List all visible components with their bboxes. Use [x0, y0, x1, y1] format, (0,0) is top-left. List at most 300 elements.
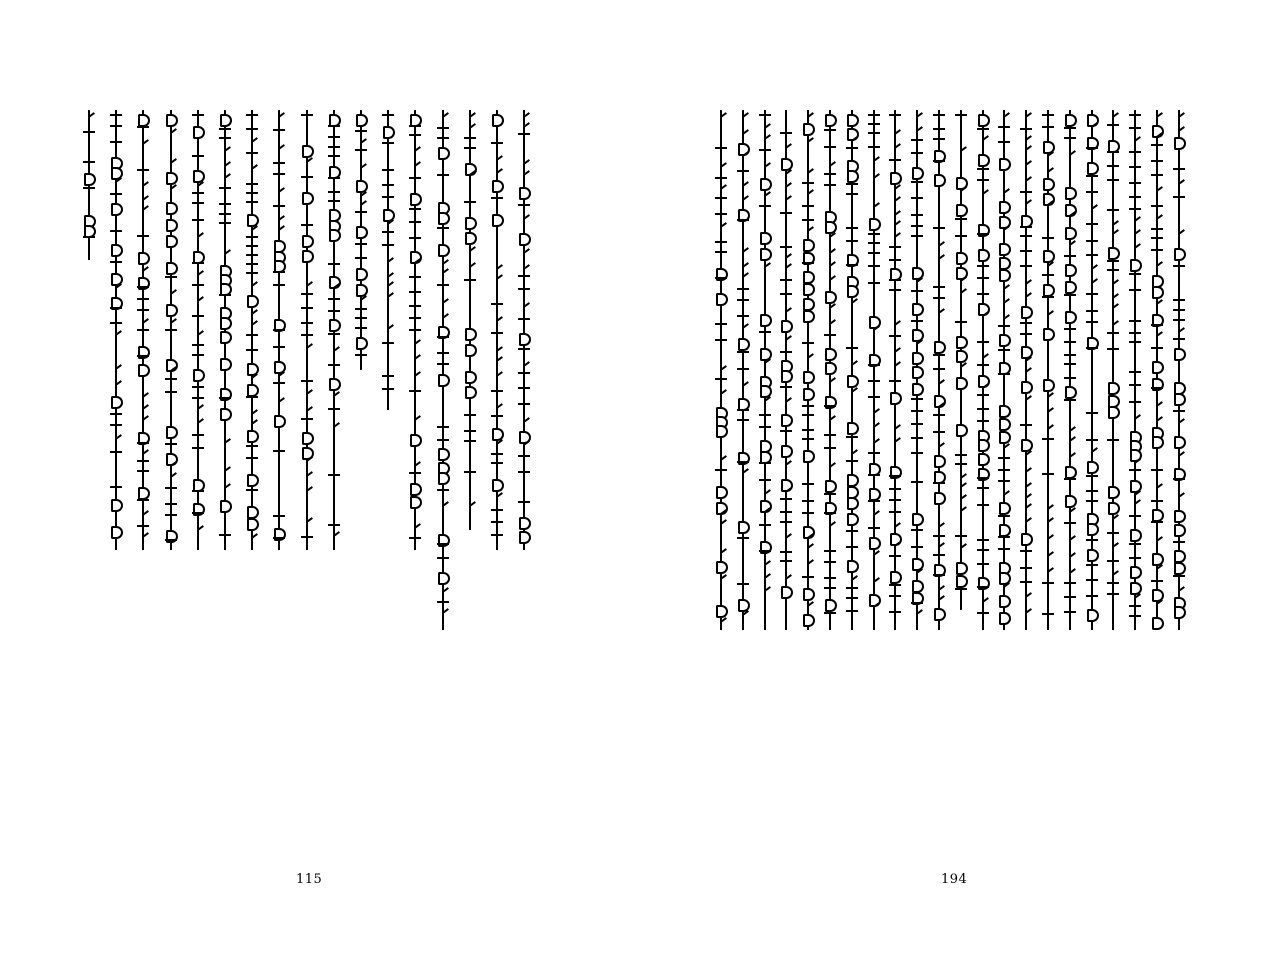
glyph-tooth — [409, 329, 421, 331]
glyph-tooth — [409, 237, 421, 239]
glyph-bowl — [410, 483, 422, 496]
glyph-bowl — [465, 371, 477, 384]
glyph-bowl — [716, 425, 728, 438]
glyph-tooth — [737, 583, 749, 585]
glyph-tooth — [246, 128, 258, 130]
glyph-tooth — [1129, 127, 1141, 129]
text-column — [1178, 110, 1180, 630]
glyph-tooth — [355, 257, 367, 259]
glyph-tooth — [977, 504, 989, 506]
glyph-bowl — [410, 434, 422, 447]
glyph-tooth — [977, 408, 989, 410]
glyph-tooth — [1107, 209, 1119, 211]
glyph-tooth — [219, 294, 231, 296]
glyph-tooth — [1064, 596, 1076, 598]
glyph-tooth — [977, 394, 989, 396]
glyph-tooth — [1151, 160, 1163, 162]
text-column — [807, 110, 809, 630]
glyph-bowl — [1065, 281, 1077, 294]
glyph-tooth — [1042, 296, 1054, 298]
glyph-bowl — [825, 348, 837, 361]
glyph-tooth — [715, 241, 727, 243]
glyph-tooth — [1151, 205, 1163, 207]
glyph-tooth — [273, 450, 285, 452]
glyph-bowl — [760, 248, 772, 261]
glyph-tooth — [409, 276, 421, 278]
glyph-tooth — [1151, 580, 1163, 582]
glyph-tooth — [977, 420, 989, 422]
glyph-tooth — [998, 141, 1010, 143]
glyph-tooth — [137, 126, 149, 128]
glyph-tooth — [246, 192, 258, 194]
glyph-tooth — [355, 308, 367, 310]
glyph-tooth — [1086, 500, 1098, 502]
glyph-bowl — [519, 187, 531, 200]
glyph-bowl — [803, 388, 815, 401]
glyph-tooth — [1129, 332, 1141, 334]
glyph-tooth — [1129, 208, 1141, 210]
text-column — [442, 110, 444, 630]
glyph-bowl — [138, 277, 150, 290]
glyph-tooth — [715, 277, 727, 279]
glyph-tooth — [1020, 250, 1032, 252]
glyph-bowl — [912, 352, 924, 365]
text-column — [829, 110, 831, 630]
glyph-bowl — [465, 386, 477, 399]
glyph-tooth — [1107, 560, 1119, 562]
glyph-tooth — [977, 586, 989, 588]
glyph-tooth — [889, 584, 901, 586]
glyph-bowl — [166, 114, 178, 127]
glyph-tooth — [1151, 469, 1163, 471]
glyph-bowl — [1087, 461, 1099, 474]
glyph-tooth — [273, 329, 285, 331]
glyph-tooth — [192, 447, 204, 449]
glyph-tooth — [933, 535, 945, 537]
glyph-tooth — [1151, 144, 1163, 146]
glyph-tooth — [83, 236, 95, 238]
glyph-tooth — [328, 200, 340, 202]
glyph-bowl — [519, 233, 531, 246]
glyph-tooth — [955, 235, 967, 237]
glyph-bowl — [760, 178, 772, 191]
glyph-bowl — [302, 192, 314, 205]
glyph-bowl — [1108, 247, 1120, 260]
glyph-tooth — [911, 546, 923, 548]
glyph-tooth — [518, 471, 530, 473]
glyph-tooth — [137, 499, 149, 501]
glyph-tooth — [137, 298, 149, 300]
glyph-tooth — [955, 588, 967, 590]
glyph-tooth — [192, 434, 204, 436]
glyph-tooth — [1107, 593, 1119, 595]
glyph-tooth — [301, 418, 313, 420]
text-column — [1091, 110, 1093, 630]
text-column — [873, 110, 875, 630]
glyph-bowl — [247, 430, 259, 443]
glyph-tooth — [246, 334, 258, 336]
glyph-tooth — [846, 530, 858, 532]
glyph-bowl — [111, 203, 123, 216]
glyph-tooth — [1042, 114, 1054, 116]
glyph-tooth — [780, 293, 792, 295]
glyph-tooth — [889, 380, 901, 382]
glyph-bowl — [890, 172, 902, 185]
glyph-tooth — [824, 561, 836, 563]
glyph-bowl — [1108, 486, 1120, 499]
glyph-tooth — [824, 184, 836, 186]
glyph-tooth — [889, 475, 901, 477]
glyph-tooth — [802, 512, 814, 514]
text-column — [916, 110, 918, 630]
glyph-tooth — [137, 442, 149, 444]
glyph-tooth — [437, 174, 449, 176]
glyph-bowl — [781, 370, 793, 383]
glyph-tooth — [1042, 237, 1054, 239]
glyph-bowl — [890, 571, 902, 584]
glyph-bowl — [847, 422, 859, 435]
glyph-tooth — [382, 375, 394, 377]
glyph-tooth — [328, 136, 340, 138]
column-stem — [938, 110, 940, 630]
glyph-tooth — [273, 271, 285, 273]
glyph-bowl — [847, 513, 859, 526]
glyph-tooth — [137, 525, 149, 527]
column-stem — [442, 110, 444, 630]
glyph-tooth — [868, 500, 880, 502]
glyph-tooth — [998, 126, 1010, 128]
page-number-left: 115 — [296, 872, 323, 887]
glyph-tooth — [1086, 439, 1098, 441]
glyph-tooth — [802, 483, 814, 485]
glyph-tooth — [1086, 564, 1098, 566]
glyph-bowl — [912, 303, 924, 316]
glyph-bowl — [999, 269, 1011, 282]
glyph-tooth — [1151, 228, 1163, 230]
glyph-tooth — [933, 482, 945, 484]
glyph-tooth — [1129, 384, 1141, 386]
glyph-tooth — [1173, 338, 1185, 340]
glyph-tooth — [110, 261, 122, 263]
glyph-bowl — [825, 480, 837, 493]
glyph-tooth — [911, 452, 923, 454]
glyph-tooth — [491, 303, 503, 305]
glyph-tooth — [911, 152, 923, 154]
glyph-bowl — [781, 586, 793, 599]
glyph-tooth — [437, 543, 449, 545]
glyph-tooth — [1064, 127, 1076, 129]
glyph-tooth — [715, 339, 727, 341]
glyph-bowl — [247, 518, 259, 531]
column-stem — [851, 110, 853, 630]
glyph-tooth — [868, 380, 880, 382]
glyph-tooth — [802, 500, 814, 502]
text-column — [88, 110, 90, 260]
glyph-tooth — [977, 179, 989, 181]
glyph-bowl — [302, 235, 314, 248]
glyph-tooth — [437, 601, 449, 603]
text-column — [938, 110, 940, 630]
glyph-tooth — [802, 262, 814, 264]
glyph-tooth — [110, 125, 122, 127]
glyph-tooth — [955, 454, 967, 456]
glyph-tooth — [889, 611, 901, 613]
glyph-bowl — [193, 503, 205, 516]
glyph-tooth — [759, 426, 771, 428]
glyph-tooth — [1173, 319, 1185, 321]
left-page — [0, 0, 632, 978]
glyph-bowl — [220, 388, 232, 401]
glyph-bowl — [760, 314, 772, 327]
glyph-bowl — [1174, 562, 1186, 575]
glyph-tooth — [137, 329, 149, 331]
glyph-tooth — [301, 293, 313, 295]
glyph-tooth — [1129, 543, 1141, 545]
glyph-tooth — [911, 437, 923, 439]
glyph-tooth — [518, 133, 530, 135]
glyph-tooth — [889, 259, 901, 261]
glyph-bowl — [825, 291, 837, 304]
glyph-tooth — [409, 208, 421, 210]
glyph-tooth — [933, 114, 945, 116]
glyph-tooth — [1086, 191, 1098, 193]
glyph-tooth — [1173, 410, 1185, 412]
glyph-tooth — [715, 177, 727, 179]
glyph-tooth — [491, 534, 503, 536]
glyph-tooth — [192, 315, 204, 317]
glyph-bowl — [803, 239, 815, 252]
glyph-tooth — [889, 289, 901, 291]
text-column — [785, 110, 787, 630]
glyph-bowl — [1174, 393, 1186, 406]
glyph-tooth — [868, 527, 880, 529]
glyph-bowl — [847, 285, 859, 298]
glyph-tooth — [382, 342, 394, 344]
glyph-bowl — [1152, 361, 1164, 374]
glyph-bowl — [166, 235, 178, 248]
glyph-bowl — [220, 500, 232, 513]
glyph-tooth — [273, 382, 285, 384]
glyph-bowl — [956, 350, 968, 363]
glyph-tooth — [437, 137, 449, 139]
glyph-tooth — [437, 439, 449, 441]
glyph-tooth — [759, 524, 771, 526]
glyph-bowl — [847, 497, 859, 510]
glyph-bowl — [956, 204, 968, 217]
glyph-bowl — [869, 218, 881, 231]
glyph-bowl — [383, 126, 395, 139]
text-column — [414, 110, 416, 550]
glyph-tooth — [137, 286, 149, 288]
glyph-bowl — [166, 530, 178, 543]
glyph-tooth — [301, 224, 313, 226]
glyph-tooth — [780, 351, 792, 353]
glyph-tooth — [328, 364, 340, 366]
glyph-tooth — [437, 557, 449, 559]
glyph-tooth — [328, 146, 340, 148]
glyph-bowl — [956, 575, 968, 588]
glyph-tooth — [1129, 469, 1141, 471]
glyph-bowl — [999, 595, 1011, 608]
glyph-tooth — [911, 602, 923, 604]
glyph-bowl — [847, 114, 859, 127]
glyph-tooth — [955, 114, 967, 116]
glyph-tooth — [933, 414, 945, 416]
glyph-tooth — [868, 123, 880, 125]
glyph-bowl — [329, 378, 341, 391]
glyph-bowl — [956, 336, 968, 349]
glyph-tooth — [998, 515, 1010, 517]
glyph-bowl — [438, 534, 450, 547]
glyph-tooth — [1151, 387, 1163, 389]
glyph-tooth — [911, 423, 923, 425]
glyph-tooth — [977, 233, 989, 235]
glyph-tooth — [1086, 475, 1098, 477]
glyph-tooth — [355, 149, 367, 151]
glyph-tooth — [1064, 582, 1076, 584]
glyph-tooth — [219, 187, 231, 189]
glyph-tooth — [977, 277, 989, 279]
glyph-tooth — [165, 329, 177, 331]
glyph-tooth — [273, 346, 285, 348]
glyph-bowl — [302, 250, 314, 263]
glyph-tooth — [1020, 128, 1032, 130]
glyph-bowl — [1065, 114, 1077, 127]
glyph-tooth — [911, 410, 923, 412]
glyph-tooth — [437, 284, 449, 286]
column-stem — [1134, 110, 1136, 630]
glyph-tooth — [464, 137, 476, 139]
glyph-tooth — [802, 405, 814, 407]
column-stem — [742, 110, 744, 630]
glyph-tooth — [491, 142, 503, 144]
glyph-bowl — [869, 537, 881, 550]
glyph-tooth — [192, 219, 204, 221]
glyph-tooth — [491, 509, 503, 511]
glyph-bowl — [1065, 187, 1077, 200]
glyph-tooth — [1042, 438, 1054, 440]
glyph-tooth — [824, 334, 836, 336]
glyph-bowl — [1174, 510, 1186, 523]
glyph-tooth — [192, 114, 204, 116]
glyph-bowl — [302, 432, 314, 445]
glyph-tooth — [759, 479, 771, 481]
text-column — [360, 110, 362, 370]
glyph-tooth — [933, 138, 945, 140]
text-column — [523, 110, 525, 550]
glyph-tooth — [1151, 521, 1163, 523]
glyph-tooth — [737, 537, 749, 539]
glyph-tooth — [437, 489, 449, 491]
glyph-tooth — [868, 242, 880, 244]
glyph-tooth — [1064, 255, 1076, 257]
glyph-tooth — [824, 129, 836, 131]
glyph-tooth — [491, 415, 503, 417]
glyph-tooth — [464, 147, 476, 149]
glyph-bowl — [978, 577, 990, 590]
glyph-bowl — [84, 173, 96, 186]
glyph-tooth — [328, 298, 340, 300]
glyph-tooth — [301, 176, 313, 178]
text-column — [224, 110, 226, 550]
glyph-tooth — [1129, 515, 1141, 517]
text-column — [197, 110, 199, 550]
glyph-tooth — [273, 129, 285, 131]
glyph-tooth — [165, 391, 177, 393]
glyph-tooth — [1107, 582, 1119, 584]
glyph-tooth — [889, 595, 901, 597]
glyph-tooth — [518, 348, 530, 350]
glyph-bowl — [1130, 259, 1142, 272]
glyph-bowl — [760, 541, 772, 554]
glyph-bowl — [912, 513, 924, 526]
glyph-tooth — [464, 440, 476, 442]
glyph-tooth — [1129, 289, 1141, 291]
glyph-tooth — [977, 549, 989, 551]
glyph-tooth — [977, 128, 989, 130]
glyph-tooth — [824, 146, 836, 148]
glyph-tooth — [1020, 424, 1032, 426]
glyph-bowl — [492, 180, 504, 193]
glyph-bowl — [1087, 162, 1099, 175]
glyph-bowl — [220, 331, 232, 344]
glyph-tooth — [192, 490, 204, 492]
glyph-tooth — [273, 205, 285, 207]
glyph-tooth — [889, 246, 901, 248]
glyph-bowl — [1087, 549, 1099, 562]
text-column — [742, 110, 744, 630]
glyph-bowl — [1087, 609, 1099, 622]
glyph-tooth — [780, 551, 792, 553]
glyph-bowl — [329, 319, 341, 332]
glyph-tooth — [868, 114, 880, 116]
glyph-tooth — [301, 307, 313, 309]
glyph-tooth — [409, 305, 421, 307]
glyph-tooth — [355, 211, 367, 213]
glyph-tooth — [780, 560, 792, 562]
glyph-bowl — [1152, 617, 1164, 630]
glyph-bowl — [438, 472, 450, 485]
glyph-tooth — [137, 169, 149, 171]
glyph-tooth — [246, 445, 258, 447]
glyph-tooth — [977, 364, 989, 366]
glyph-tooth — [1042, 582, 1054, 584]
glyph-bowl — [760, 232, 772, 245]
glyph-tooth — [737, 351, 749, 353]
glyph-bowl — [274, 528, 286, 541]
text-column — [960, 110, 962, 610]
glyph-tooth — [911, 290, 923, 292]
glyph-tooth — [824, 612, 836, 614]
glyph-tooth — [780, 279, 792, 281]
glyph-tooth — [1086, 293, 1098, 295]
glyph-tooth — [1129, 320, 1141, 322]
glyph-tooth — [1173, 299, 1185, 301]
glyph-tooth — [137, 470, 149, 472]
glyph-tooth — [1064, 137, 1076, 139]
glyph-tooth — [491, 390, 503, 392]
glyph-tooth — [110, 413, 122, 415]
glyph-tooth — [518, 455, 530, 457]
glyph-tooth — [328, 474, 340, 476]
glyph-tooth — [868, 474, 880, 476]
glyph-bowl — [465, 344, 477, 357]
glyph-bowl — [978, 249, 990, 262]
glyph-tooth — [824, 587, 836, 589]
glyph-bowl — [803, 588, 815, 601]
glyph-tooth — [1020, 226, 1032, 228]
column-stem — [807, 110, 809, 630]
